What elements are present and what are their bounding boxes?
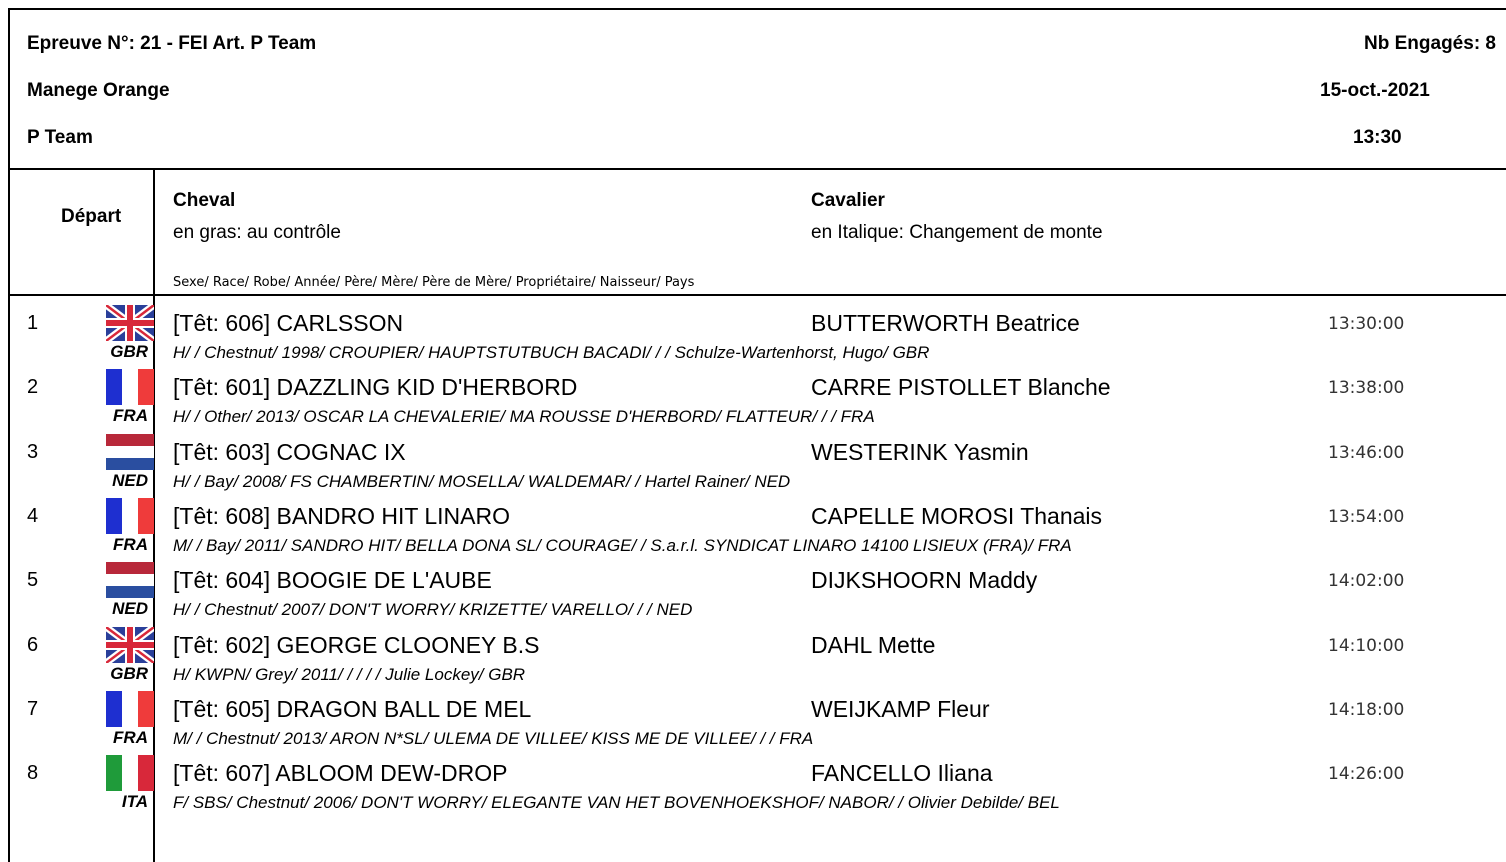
cheval-header: Cheval xyxy=(173,190,236,211)
country-code: ITA xyxy=(121,792,148,812)
country-code: FRA xyxy=(113,727,148,747)
start-number: 5 xyxy=(27,569,39,592)
horse-details: H/ / Chestnut/ 2007/ DON'T WORRY/ KRIZETTE/ VARELLO/ / / NED xyxy=(173,600,693,620)
body-left-border xyxy=(8,294,10,862)
start-time-cell: 14:10:00 xyxy=(1328,635,1405,656)
start-number: 7 xyxy=(27,697,39,720)
start-time-cell: 13:54:00 xyxy=(1328,506,1405,527)
horse-name: [Têt: 604] BOOGIE DE L'AUBE xyxy=(173,567,492,594)
start-time-cell: 13:38:00 xyxy=(1328,378,1405,399)
horse-name: [Têt: 605] DRAGON BALL DE MEL xyxy=(173,695,532,722)
rider-name: WESTERINK Yasmin xyxy=(811,438,1029,465)
horse-name: [Têt: 607] ABLOOM DEW-DROP xyxy=(173,760,508,787)
country-code: GBR xyxy=(110,663,148,683)
class-name: P Team xyxy=(27,127,93,148)
column-header-bottom xyxy=(8,294,1506,296)
fra-flag-icon xyxy=(106,691,154,727)
horse-name: [Têt: 608] BANDRO HIT LINARO xyxy=(173,502,511,529)
ned-flag-icon xyxy=(106,434,154,470)
country-code: NED xyxy=(112,599,148,619)
horse-details: H/ KWPN/ Grey/ 2011/ / / / / Julie Lockey/ GBR xyxy=(173,664,526,684)
depart-header: Départ xyxy=(61,206,122,227)
header-border-bottom xyxy=(8,168,1506,170)
header-border-top xyxy=(8,8,1506,10)
entries-count: Nb Engagés: 8 xyxy=(1364,33,1496,54)
cavalier-header: Cavalier xyxy=(811,190,885,211)
event-title: Epreuve N°: 21 - FEI Art. P Team xyxy=(27,33,317,54)
horse-details: F/ SBS/ Chestnut/ 2006/ DON'T WORRY/ ELEGANTE VAN HET BOVENHOEKSHOF/ NABOR/ / Olivier Debilde/ BEL xyxy=(173,793,1060,813)
rider-name: CAPELLE MOROSI Thanais xyxy=(811,502,1103,529)
gbr-flag-icon xyxy=(106,305,154,341)
rider-name: WEIJKAMP Fleur xyxy=(811,695,990,722)
country-code: FRA xyxy=(113,406,148,426)
start-time-cell: 13:30:00 xyxy=(1328,314,1405,334)
horse-details: M/ / Bay/ 2011/ SANDRO HIT/ BELLA DONA SL/ COURAGE/ / S.a.r.l. SYNDICAT LINARO 14100 LISIEUX (FRA)/ FRA xyxy=(173,535,1072,555)
fra-flag-icon xyxy=(106,369,154,405)
horse-name: [Têt: 602] GEORGE CLOONEY B.S xyxy=(173,631,540,658)
start-time-cell: 14:18:00 xyxy=(1328,699,1405,720)
arena-name: Manege Orange xyxy=(27,80,170,101)
rider-name: DIJKSHOORN Maddy xyxy=(811,567,1038,594)
horse-details: H/ / Chestnut/ 1998/ CROUPIER/ HAUPTSTUTBUCH BACADI/ / / Schulze-Wartenhorst, Hugo/ GBR xyxy=(173,343,930,362)
rider-name: FANCELLO Iliana xyxy=(811,760,993,787)
country-code: FRA xyxy=(113,534,148,554)
start-time-cell: 14:02:00 xyxy=(1328,571,1405,592)
start-number: 8 xyxy=(27,762,39,785)
header-border-left xyxy=(8,8,10,170)
fra-flag-icon xyxy=(106,498,154,534)
start-time-cell: 13:46:00 xyxy=(1328,442,1405,463)
event-date: 15-oct.-2021 xyxy=(1320,80,1430,101)
rider-name: BUTTERWORTH Beatrice xyxy=(811,310,1080,336)
horse-name: [Têt: 601] DAZZLING KID D'HERBORD xyxy=(173,374,578,401)
horse-details: M/ / Chestnut/ 2013/ ARON N*SL/ ULEMA DE VILLEE/ KISS ME DE VILLEE/ / / FRA xyxy=(173,728,814,748)
ned-flag-icon xyxy=(106,562,154,598)
horse-details: H/ / Other/ 2013/ OSCAR LA CHEVALERIE/ MA ROUSSE D'HERBORD/ FLATTEUR/ / / FRA xyxy=(173,407,875,427)
horse-details: H/ / Bay/ 2008/ FS CHAMBERTIN/ MOSELLA/ WALDEMAR/ / Hartel Rainer/ NED xyxy=(173,471,791,491)
start-time: 13:30 xyxy=(1353,127,1402,148)
cheval-note: en gras: au contrôle xyxy=(173,222,341,243)
start-time-cell: 14:26:00 xyxy=(1328,764,1405,785)
start-number: 6 xyxy=(27,633,39,656)
horse-name: [Têt: 603] COGNAC IX xyxy=(173,438,406,465)
cavalier-note: en Italique: Changement de monte xyxy=(811,222,1103,243)
start-number: 3 xyxy=(27,440,39,463)
rider-name: DAHL Mette xyxy=(811,631,936,658)
gbr-flag-icon xyxy=(106,627,154,663)
country-code: NED xyxy=(112,470,148,490)
start-number: 1 xyxy=(27,312,39,334)
ita-flag-icon xyxy=(106,755,154,791)
start-number: 4 xyxy=(27,504,39,527)
horse-name: [Têt: 606] CARLSSON xyxy=(173,310,404,336)
detail-legend: Sexe/ Race/ Robe/ Année/ Père/ Mère/ Père de Mère/ Propriétaire/ Naisseur/ Pays xyxy=(173,275,695,290)
rider-name: CARRE PISTOLLET Blanche xyxy=(811,374,1111,401)
country-code: GBR xyxy=(110,342,148,361)
start-number: 2 xyxy=(27,376,39,399)
left-border xyxy=(8,170,10,296)
